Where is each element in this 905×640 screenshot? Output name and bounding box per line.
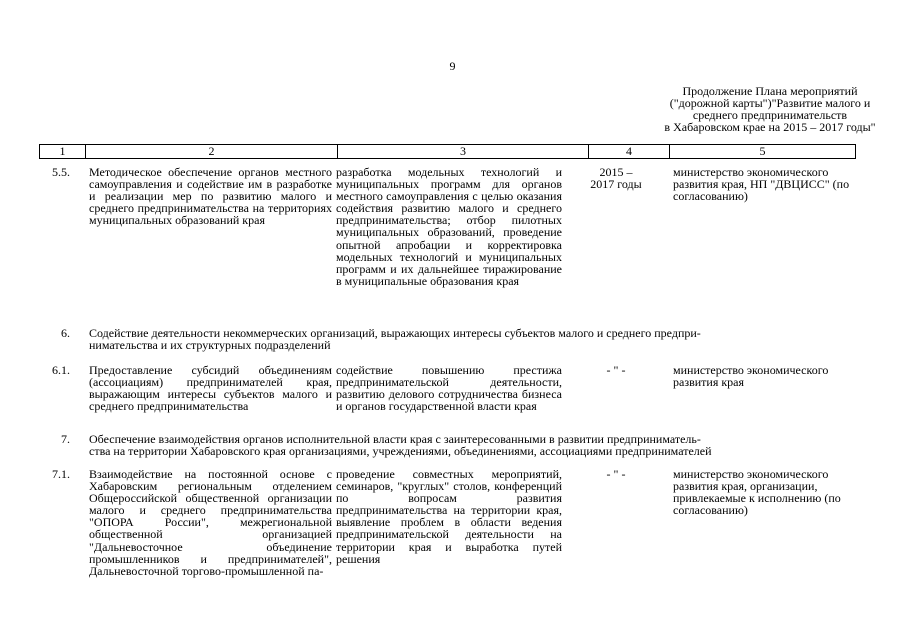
- column-header: 1: [40, 145, 86, 159]
- continuation-line: среднего предпринимательств: [692, 108, 848, 122]
- measure-text: Предоставление субсидий объединениям (ассоциациям) предпринимателей края, выражающим интересы субъектов малого и среднего предпринимательства: [89, 363, 332, 414]
- column-header-row: [39, 144, 856, 159]
- row-number: 6.: [61, 326, 70, 340]
- continuation-title: [610, 85, 905, 133]
- section-heading: Содействие деятельности некоммерческих организаций, выражающих интересы субъектов малого и среднего предпри- нимательства и их структурных подразделений: [89, 326, 701, 353]
- row-number: 5.5.: [52, 165, 70, 179]
- page-number: 9: [449, 59, 456, 73]
- column-header: 5: [670, 145, 856, 159]
- responsible-text: министерство экономического развития края, НП "ДВЦИСС" (по согласованию): [673, 165, 850, 204]
- row-number: 7.: [61, 432, 70, 446]
- term-text: - " -: [606, 363, 626, 377]
- result-text: содействие повышению престижа предпринимательской деятельности, развитию делового сотрудничества бизнеса и органов государственной власти края: [336, 363, 562, 414]
- result-text: проведение совместных мероприятий, семинаров, "круглых" столов, конференций по вопросам развития предпринимательства на территории края, выявление проблем в области ведения предпринимательской деятельности на территории края и выработка путей решения: [336, 467, 562, 566]
- column-header: 2: [86, 145, 338, 159]
- section-heading: Обеспечение взаимодействия органов исполнительной власти края с заинтересованными в развитии предприниматель- ства на территории Хабаровского края организациями, учреждениями, объединениями, ассоциациями предпринимателей: [89, 432, 712, 459]
- continuation-line: в Хабаровском крае на 2015 – 2017 годы": [664, 120, 876, 134]
- measure-text: Методическое обеспечение органов местного самоуправления и содействие им в разработке и реализации мер по развитию малого и среднего предпринимательства на территориях муниципальных образований края: [89, 165, 332, 228]
- continuation-line: ("дорожной карты")"Развитие малого и: [669, 96, 871, 110]
- continuation-line: Продолжение Плана мероприятий: [682, 84, 858, 98]
- row-number: 6.1.: [52, 363, 70, 377]
- term-text: 2015 – 2017 годы: [590, 165, 642, 192]
- row-number: 7.1.: [52, 467, 70, 481]
- column-header: 4: [589, 145, 670, 159]
- column-header: 3: [338, 145, 589, 159]
- responsible-text: министерство экономического развития края, организации, привлекаемые к исполнению (по согласованию): [673, 467, 841, 518]
- term-text: - " -: [606, 467, 626, 481]
- measure-text: Взаимодействие на постоянной основе с Хабаровским региональным отделением Общероссийской общественной организации малого и среднего предпринимательства "ОПОРА России", межрегиональной общественной организацией "Дальневосточное объединение промышленников и предпринимателей", Дальневосточной торгово-промышленной па-: [89, 467, 332, 578]
- result-text: разработка модельных технологий и муниципальных программ для органов местного самоуправления с целью оказания содействия развитию малого и среднего предпринимательства; отбор пилотных муниципальных образований, проведение опытной апробации и корректировка модельных технологий и муниципальных программ и их дальнейшее тиражирование в муниципальные образования края: [336, 165, 562, 288]
- responsible-text: министерство экономического развития края: [673, 363, 829, 390]
